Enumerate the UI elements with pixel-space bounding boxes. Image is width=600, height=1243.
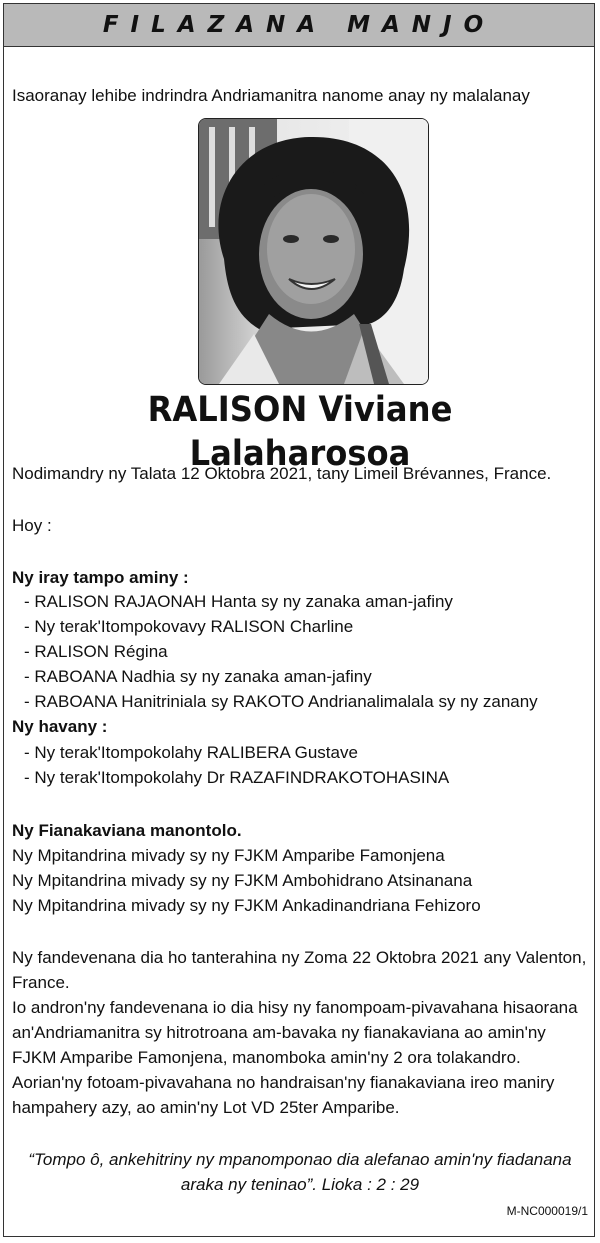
funeral-line: Io andron'ny fandevenana io dia hisy ny fanompoam-pivavahana hisaorana: [12, 998, 578, 1017]
deceased-name: RALISON Viviane Lalaharosoa: [147, 390, 453, 474]
bible-quote-line: araka ny teninao”. Lioka : 2 : 29: [180, 1175, 420, 1194]
funeral-line: Aorian'ny fotoam-pivavahana no handraisan'ny fianakaviana ireo maniry: [12, 1073, 555, 1092]
extended-item: Ny Mpitandrina mivady sy ny FJKM Amparibe Famonjena: [12, 846, 445, 865]
hoy-label: Hoy :: [12, 516, 52, 535]
family-item: - RALISON Régina: [24, 642, 168, 661]
family-item: - RABOANA Nadhia sy ny zanaka aman-jafiny: [24, 667, 372, 686]
death-notice: Nodimandry ny Talata 12 Oktobra 2021, tany Limeil Brévannes, France.: [12, 464, 552, 483]
intro-text: Isaoranay lehibe indrindra Andriamanitra nanome anay ny malalanay: [12, 86, 530, 105]
family-heading: Ny iray tampo aminy :: [12, 568, 189, 587]
funeral-line: Ny fandevenana dia ho tanterahina ny Zoma 22 Oktobra 2021 any Valenton,: [12, 948, 587, 967]
funeral-line: an'Andriamanitra sy hitrotroana am-bavaka ny fianakaviana ao amin'ny: [12, 1023, 546, 1042]
portrait-photo: [198, 118, 429, 385]
notice-header: [4, 4, 594, 47]
reference-code: M-NC000019/1: [506, 1204, 588, 1218]
relatives-heading: Ny havany :: [12, 717, 108, 736]
notice-title: FILAZANA MANJO: [102, 12, 496, 38]
extended-item: Ny Mpitandrina mivady sy ny FJKM Ambohidrano Atsinanana: [12, 871, 473, 890]
funeral-line: France.: [12, 973, 70, 992]
funeral-line: hampahery azy, ao amin'ny Lot VD 25ter Amparibe.: [12, 1098, 400, 1117]
extended-heading: Ny Fianakaviana manontolo.: [12, 821, 242, 840]
family-item: - Ny terak'Itompokovavy RALISON Charline: [24, 617, 354, 636]
extended-item: Ny Mpitandrina mivady sy ny FJKM Ankadinandriana Fehizoro: [12, 896, 481, 915]
funeral-line: FJKM Amparibe Famonjena, manomboka amin'ny 2 ora tolakandro.: [12, 1048, 521, 1067]
family-item: - RALISON RAJAONAH Hanta sy ny zanaka aman-jafiny: [24, 592, 453, 611]
bible-quote-line: “Tompo ô, ankehitriny ny mpanomponao dia alefanao amin'ny fiadanana: [28, 1150, 572, 1169]
family-item: - RABOANA Hanitriniala sy RAKOTO Andrianalimalala sy ny zanany: [24, 692, 538, 711]
portrait-image: [199, 119, 428, 384]
relatives-item: - Ny terak'Itompokolahy Dr RAZAFINDRAKOTOHASINA: [24, 768, 450, 787]
obituary-notice: [3, 3, 595, 1237]
relatives-item: - Ny terak'Itompokolahy RALIBERA Gustave: [24, 743, 358, 762]
